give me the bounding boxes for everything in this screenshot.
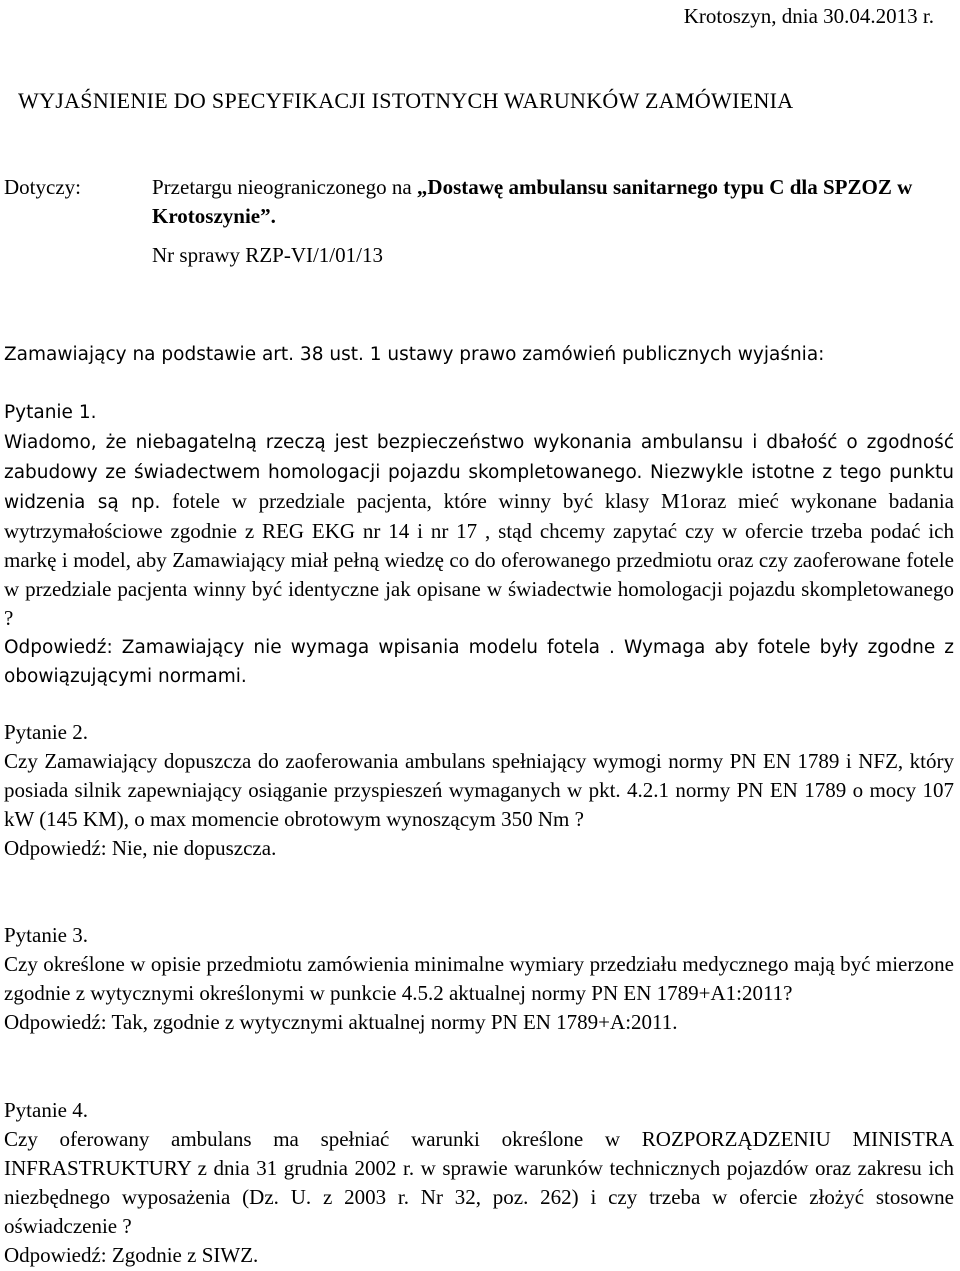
answer-text: Odpowiedź: Nie, nie dopuszcza.	[4, 836, 277, 860]
question-text-part: fotele w przedziale pacjenta, które winny być klasy M1oraz mieć wykonane badania wytrzymałościowe zgodnie z REG EKG nr 14 i nr 17 , stąd chcemy zapytać czy w ofercie trzeba podać ich markę i model, aby Zamawiający miał pełną wiedzę co do oferowanego przedmiotu oraz czy zaoferowane fotele w przedziale pacjenta winny być identyczne jak opisane w świadectwie homologacji pojazdu skompletowanego ?	[4, 489, 954, 630]
question-label: Pytanie 4.	[4, 1098, 88, 1122]
question-text: Czy określone w opisie przedmiotu zamówienia minimalne wymiary przedziału medycznego mają być mierzone zgodnie z wytycznymi określonymi w punkcie 4.5.2 aktualnej normy PN EN 1789+A1:2011?	[4, 952, 954, 1005]
question-text	[4, 427, 954, 633]
document-title: WYJAŚNIENIE DO SPECYFIKACJI ISTOTNYCH WARUNKÓW ZAMÓWIENIA	[18, 88, 794, 113]
question-block-1	[4, 398, 954, 691]
concerns-text-subject: „Dostawę ambulansu sanitarnego typu C dla SPZOZ w Krotoszynie”.	[152, 175, 913, 228]
case-number: Nr sprawy RZP-VI/1/01/13	[152, 243, 383, 267]
place-and-date: Krotoszyn, dnia 30.04.2013 r.	[683, 4, 934, 28]
question-text: Czy oferowany ambulans ma spełniać warunki określone w ROZPORZĄDZENIU MINISTRA INFRASTRUKTURY z dnia 31 grudnia 2002 r. w sprawie warunków technicznych pojazdów oraz zakresu ich niezbędnego wyposażenia (Dz. U. z 2003 r. Nr 32, poz. 262) i czy trzeba w ofercie złożyć stosowne oświadczenie ?	[4, 1127, 954, 1238]
concerns-text-prefix: Przetargu nieograniczonego na	[152, 175, 417, 199]
answer-text: Odpowiedź: Tak, zgodnie z wytycznymi aktualnej normy PN EN 1789+A:2011.	[4, 1010, 678, 1034]
concerns-label: Dotyczy:	[4, 175, 81, 199]
question-label: Pytanie 2.	[4, 720, 88, 744]
question-label: Pytanie 3.	[4, 923, 88, 947]
question-block-4	[4, 1096, 954, 1270]
question-text: Czy Zamawiający dopuszcza do zaoferowania ambulans spełniający wymogi normy PN EN 1789 i NFZ, który posiada silnik zapewniający osiąganie przyspieszeń wymaganych w pkt. 4.2.1 normy PN EN 1789 o mocy 107 kW (145 KM), o max momencie obrotowym wynoszącym 350 Nm ?	[4, 749, 954, 831]
question-text-part: Wiadomo, że niebagatelną rzeczą jest bezpieczeństwo wykonania ambulansu i dbałość o zgodność zabudowy ze świadectwem homologacji pojazdu skompletowanego. Niezwykle istotne z tego punktu widzenia są np.	[4, 432, 954, 513]
question-block-3	[4, 921, 954, 1037]
question-label: Pytanie 1.	[4, 402, 97, 423]
answer-text: Odpowiedź: Zamawiający nie wymaga wpisania modelu fotela . Wymaga aby fotele były zgodne z obowiązującymi normami.	[4, 637, 954, 687]
intro-statement: Zamawiający na podstawie art. 38 ust. 1 ustawy prawo zamówień publicznych wyjaśnia:	[4, 344, 825, 365]
question-block-2	[4, 718, 954, 863]
answer-text: Odpowiedź: Zgodnie z SIWZ.	[4, 1243, 259, 1267]
concerns-text	[152, 173, 952, 231]
